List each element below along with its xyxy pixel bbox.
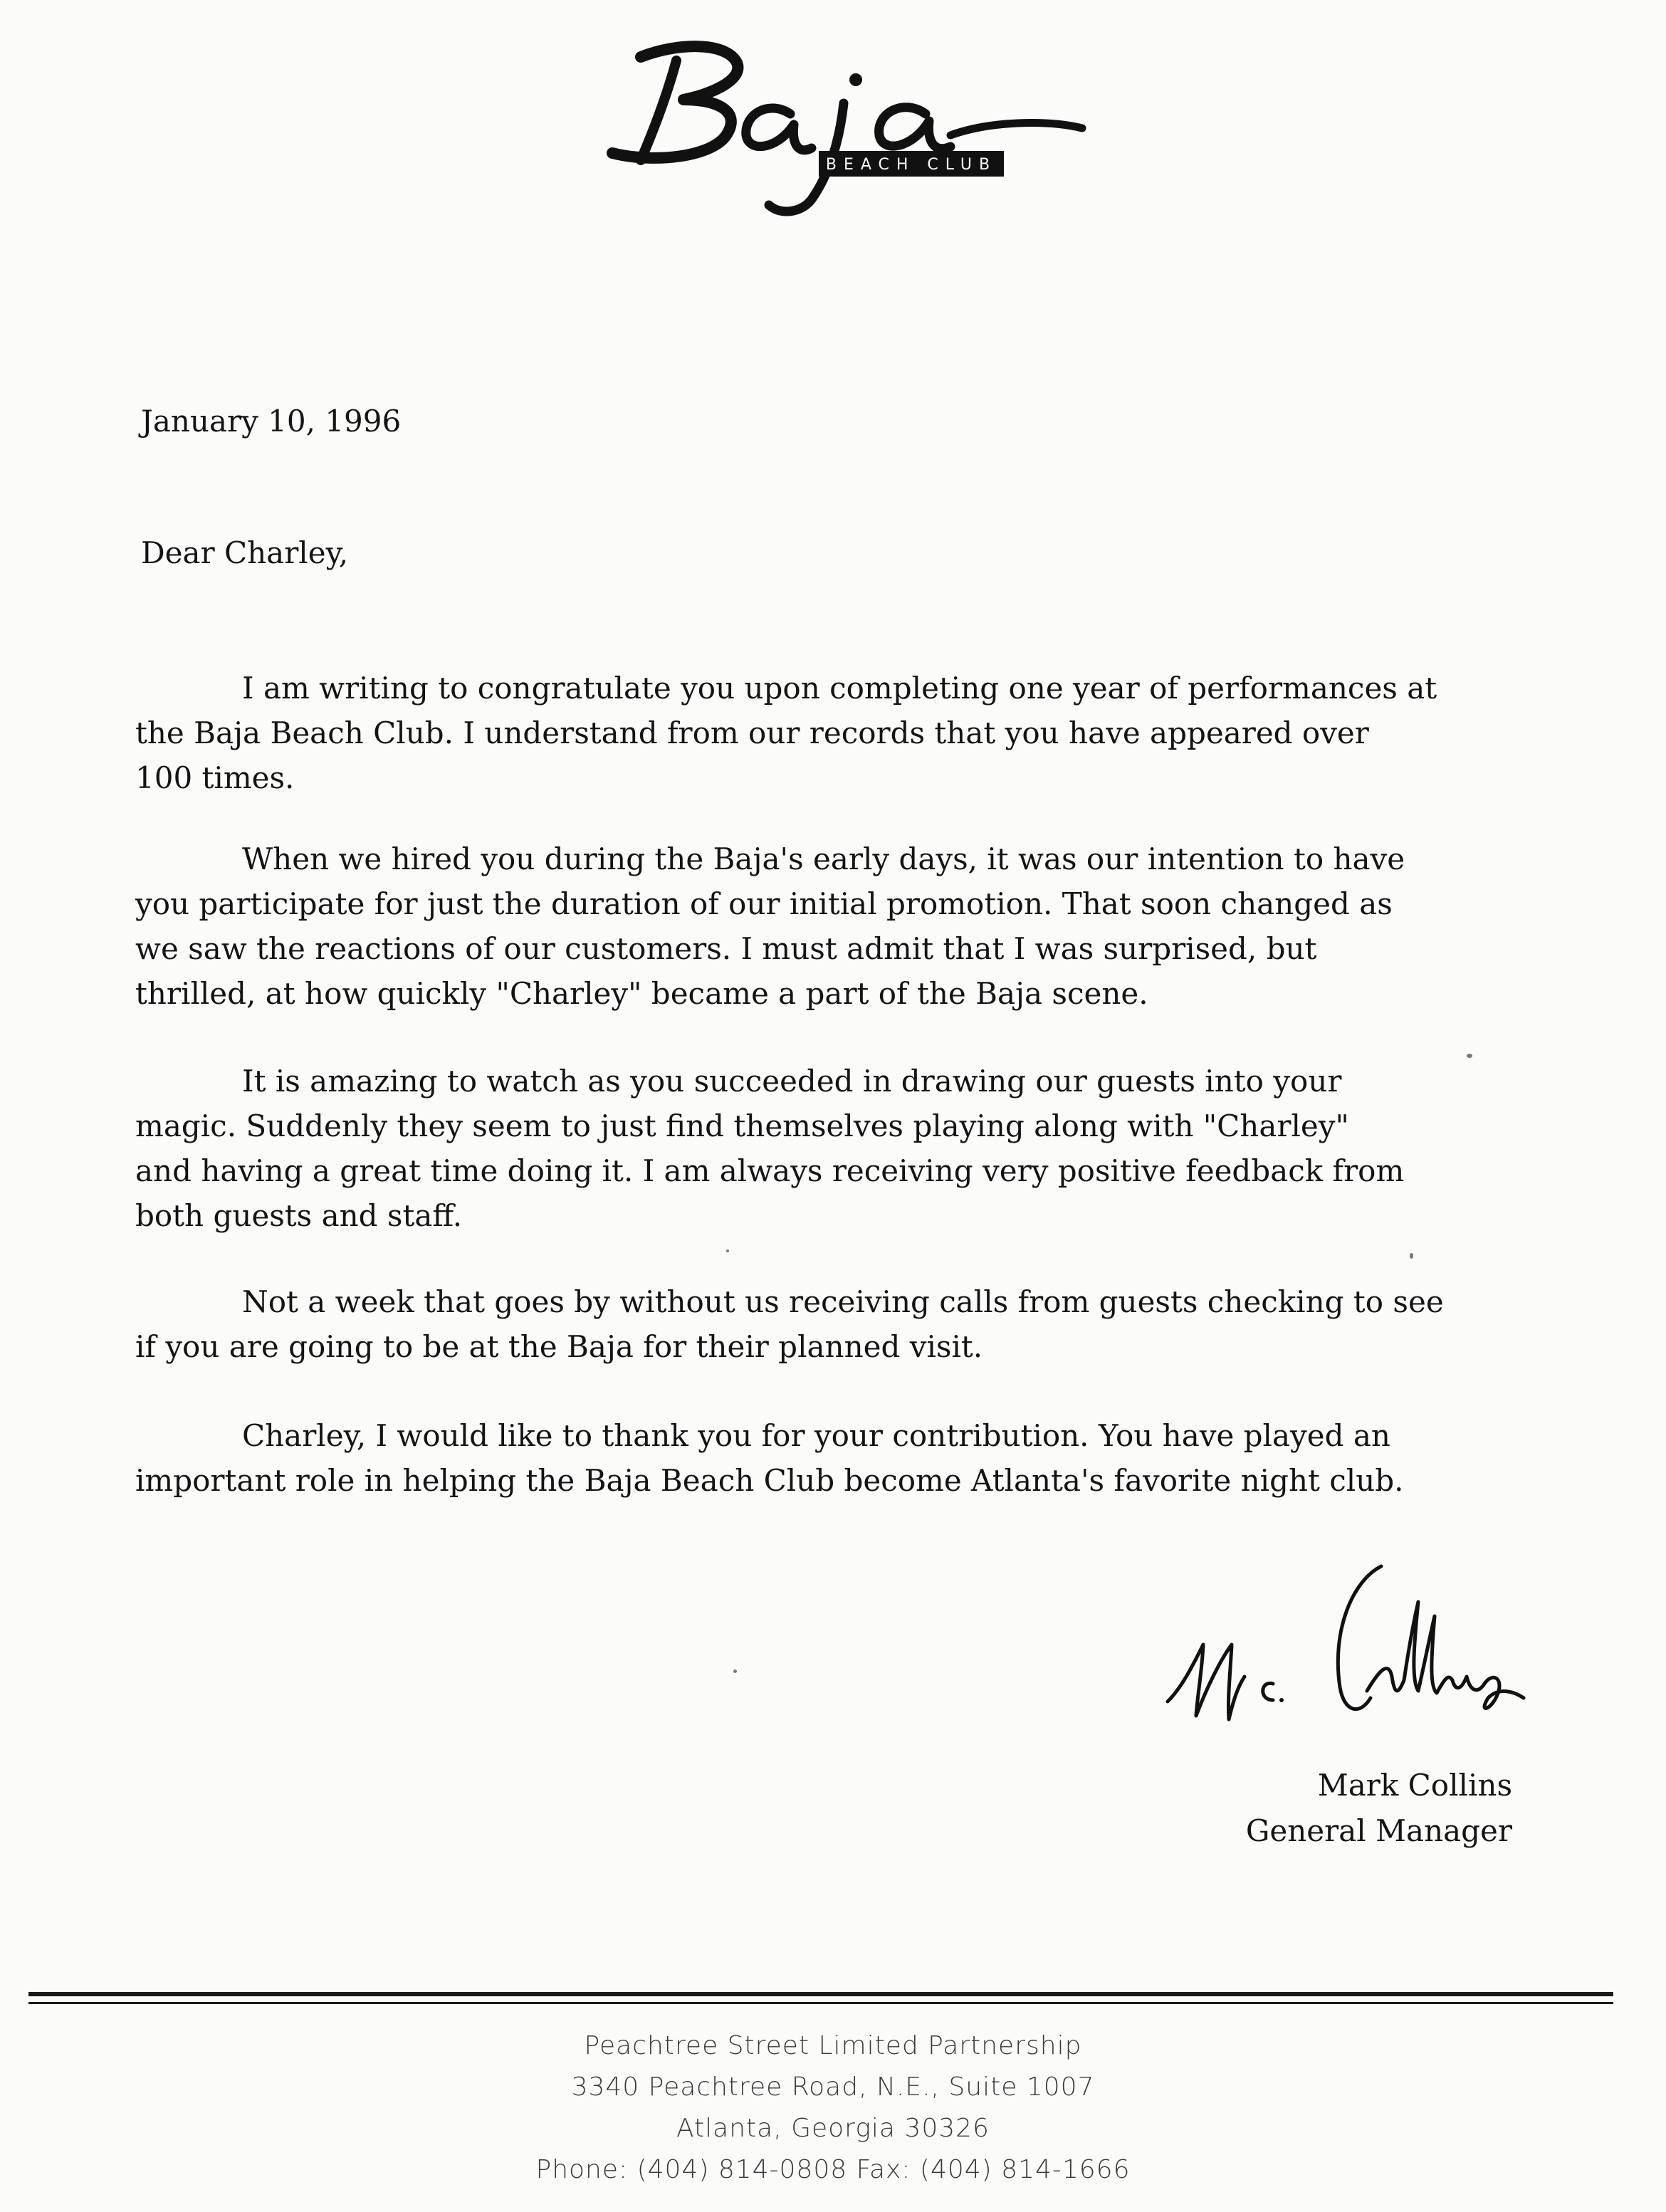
paragraph-5 — [135, 1413, 1531, 1503]
paragraph-line: Charley, I would like to thank you for your contribution. You have played an — [242, 1418, 1390, 1453]
footer-city: Atlanta, Georgia 30326 — [676, 2114, 990, 2143]
logo-banner-text: BEACH CLUB — [825, 156, 997, 174]
scan-speck — [726, 1249, 729, 1252]
paragraph-line: and having a great time doing it. I am always receiving very positive feedback from — [135, 1153, 1405, 1188]
salutation: Dear Charley, — [141, 535, 349, 570]
signer-name: Mark Collins — [1317, 1768, 1512, 1803]
paragraph-1 — [135, 666, 1531, 800]
paragraph-2 — [135, 837, 1531, 1016]
letter-date: January 10, 1996 — [141, 404, 402, 439]
paragraph-line: thrilled, at how quickly "Charley" became a part of the Baja scene. — [135, 976, 1148, 1011]
paragraph-3 — [135, 1059, 1531, 1238]
footer-rule-thin — [28, 2002, 1613, 2004]
paragraph-line: if you are going to be at the Baja for their planned visit. — [135, 1329, 983, 1364]
paragraph-line: Not a week that goes by without us receiving calls from guests checking to see — [242, 1284, 1444, 1319]
paragraph-line: 100 times. — [135, 760, 295, 795]
scan-speck — [733, 1670, 737, 1673]
paragraph-4 — [135, 1279, 1531, 1369]
handwritten-signature — [1153, 1538, 1581, 1751]
paragraph-line: both guests and staff. — [135, 1198, 463, 1233]
footer-address-block — [0, 2025, 1666, 2191]
baja-beach-club-logo — [591, 28, 1089, 221]
paragraph-line: important role in helping the Baja Beach Club become Atlanta's favorite night club. — [135, 1463, 1404, 1498]
paragraph-line: It is amazing to watch as you succeeded in drawing our guests into your — [242, 1064, 1342, 1099]
scan-speck — [1410, 1253, 1413, 1259]
footer-phone-fax: Phone: (404) 814-0808 Fax: (404) 814-1666 — [535, 2155, 1131, 2184]
paragraph-line: When we hired you during the Baja's early days, it was our intention to have — [242, 842, 1405, 876]
paragraph-line: you participate for just the duration of our initial promotion. That soon changed as — [135, 886, 1393, 921]
paragraph-line: I am writing to congratulate you upon completing one year of performances at — [242, 671, 1437, 706]
scan-speck — [1467, 1054, 1472, 1058]
footer-street: 3340 Peachtree Road, N.E., Suite 1007 — [571, 2072, 1095, 2102]
footer-rule-thick — [28, 1992, 1613, 1996]
paragraph-line: the Baja Beach Club. I understand from our records that you have appeared over — [135, 716, 1369, 750]
signer-title: General Manager — [1245, 1813, 1512, 1848]
paragraph-line: magic. Suddenly they seem to just find themselves playing along with "Charley" — [135, 1108, 1349, 1143]
paragraph-line: we saw the reactions of our customers. I must admit that I was surprised, but — [135, 931, 1317, 966]
footer-company: Peachtree Street Limited Partnership — [584, 2031, 1082, 2060]
